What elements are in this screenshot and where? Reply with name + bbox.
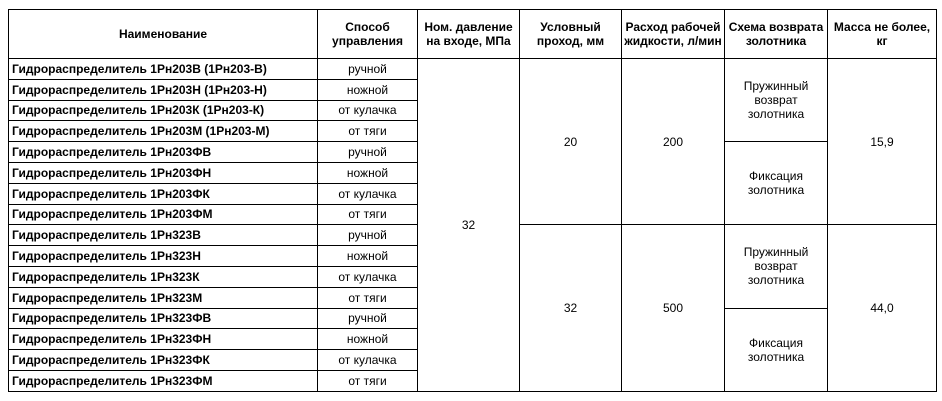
row-name: Гидрораспределитель 1Рн323Н bbox=[9, 246, 318, 267]
row-name: Гидрораспределитель 1Рн203ФК bbox=[9, 183, 318, 204]
row-control: от тяги bbox=[318, 370, 418, 391]
table-row bbox=[9, 59, 937, 80]
header-name: Наименование bbox=[9, 10, 318, 59]
scheme-fixed-cell-group-1: Фиксация золотника bbox=[725, 142, 828, 225]
scheme-spring-cell-group-2: Пружинный возврат золотника bbox=[725, 225, 828, 308]
spec-table-container bbox=[8, 9, 937, 392]
row-control: от кулачка bbox=[318, 183, 418, 204]
row-control: ножной bbox=[318, 79, 418, 100]
row-control: от кулачка bbox=[318, 266, 418, 287]
row-control: от тяги bbox=[318, 204, 418, 225]
row-name: Гидрораспределитель 1Рн323М bbox=[9, 287, 318, 308]
header-scheme: Схема возврата золотника bbox=[725, 10, 828, 59]
header-bore: Условный проход, мм bbox=[520, 10, 622, 59]
header-row bbox=[9, 10, 937, 59]
bore-cell-group-1: 20 bbox=[520, 59, 622, 225]
flow-cell-group-1: 200 bbox=[622, 59, 725, 225]
mass-cell-group-1: 15,9 bbox=[828, 59, 937, 225]
row-control: от кулачка bbox=[318, 100, 418, 121]
row-control: от тяги bbox=[318, 287, 418, 308]
row-name: Гидрораспределитель 1Рн203М (1Рн203-М) bbox=[9, 121, 318, 142]
row-name: Гидрораспределитель 1Рн323ФВ bbox=[9, 308, 318, 329]
row-control: от кулачка bbox=[318, 350, 418, 371]
row-control: ножной bbox=[318, 329, 418, 350]
row-name: Гидрораспределитель 1Рн323ФН bbox=[9, 329, 318, 350]
row-name: Гидрораспределитель 1Рн203К (1Рн203-К) bbox=[9, 100, 318, 121]
spec-table bbox=[8, 9, 937, 392]
mass-cell-group-2: 44,0 bbox=[828, 225, 937, 391]
row-name: Гидрораспределитель 1Рн323В bbox=[9, 225, 318, 246]
row-control: от тяги bbox=[318, 121, 418, 142]
header-pressure: Ном. давление на входе, МПа bbox=[418, 10, 520, 59]
row-name: Гидрораспределитель 1Рн203Н (1Рн203-Н) bbox=[9, 79, 318, 100]
row-control: ручной bbox=[318, 142, 418, 163]
row-control: ножной bbox=[318, 246, 418, 267]
row-control: ручной bbox=[318, 308, 418, 329]
header-flow: Расход рабочей жидкости, л/мин bbox=[622, 10, 725, 59]
row-name: Гидрораспределитель 1Рн203ФМ bbox=[9, 204, 318, 225]
flow-cell-group-2: 500 bbox=[622, 225, 725, 391]
scheme-fixed-cell-group-2: Фиксация золотника bbox=[725, 308, 828, 391]
row-control: ручной bbox=[318, 59, 418, 80]
pressure-cell: 32 bbox=[418, 59, 520, 392]
row-control: ручной bbox=[318, 225, 418, 246]
scheme-spring-cell-group-1: Пружинный возврат золотника bbox=[725, 59, 828, 142]
row-name: Гидрораспределитель 1Рн323ФК bbox=[9, 350, 318, 371]
row-name: Гидрораспределитель 1Рн323К bbox=[9, 266, 318, 287]
row-control: ножной bbox=[318, 162, 418, 183]
row-name: Гидрораспределитель 1Рн323ФМ bbox=[9, 370, 318, 391]
header-control: Способ управления bbox=[318, 10, 418, 59]
row-name: Гидрораспределитель 1Рн203В (1Рн203-В) bbox=[9, 59, 318, 80]
header-mass: Масса не более, кг bbox=[828, 10, 937, 59]
row-name: Гидрораспределитель 1Рн203ФН bbox=[9, 162, 318, 183]
bore-cell-group-2: 32 bbox=[520, 225, 622, 391]
row-name: Гидрораспределитель 1Рн203ФВ bbox=[9, 142, 318, 163]
